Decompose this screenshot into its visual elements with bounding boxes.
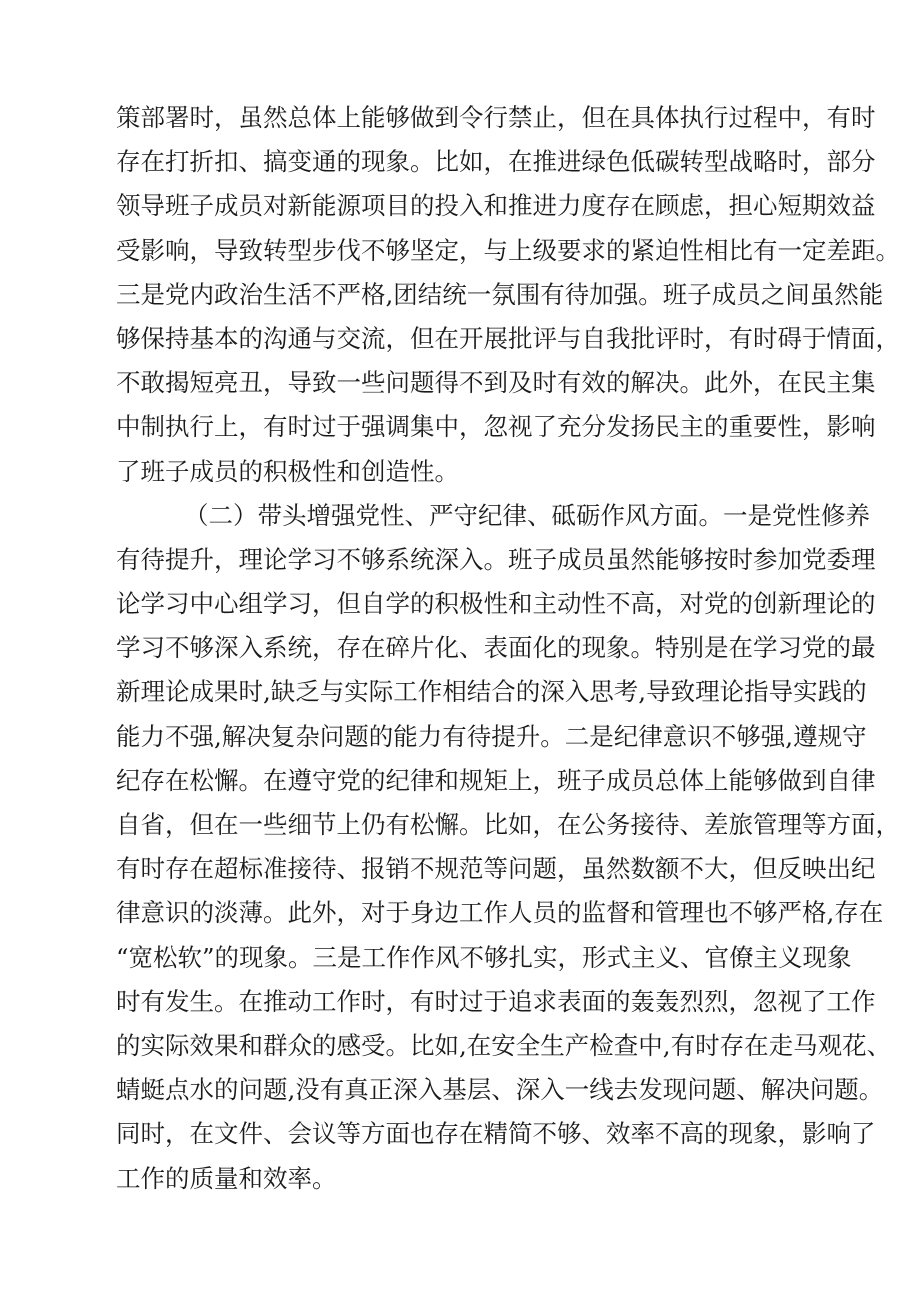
text-line: 学习不够深入系统，存在碎片化、表面化的现象。特别是在学习党的最 — [116, 633, 876, 663]
text-line: 领导班子成员对新能源项目的投入和推进力度存在顾虑，担心短期效益 — [116, 191, 876, 221]
text-line: 有待提升，理论学习不够系统深入。班子成员虽然能够按时参加党委理 — [116, 544, 876, 574]
text-line: 工作的质量和效率。 — [116, 1163, 337, 1193]
text-line: 的实际效果和群众的感受。比如,在安全生产检查中,有时存在走马观花、 — [116, 1030, 892, 1060]
document-body — [116, 96, 916, 1201]
text-line: 自省，但在一些细节上仍有松懈。比如，在公务接待、差旅管理等方面， — [116, 810, 900, 839]
text-line: 蜻蜓点水的问题,没有真正深入基层、深入一线去发现问题、解决问题。 — [116, 1075, 884, 1105]
text-line: 时有发生。在推动工作时，有时过于追求表面的轰轰烈烈，忽视了工作 — [116, 986, 876, 1016]
text-line: 有时存在超标准接待、报销不规范等问题，虽然数额不大，但反映出纪 — [116, 854, 876, 884]
text-line: 新理论成果时,缺乏与实际工作相结合的深入思考,导致理论指导实践的 — [116, 677, 867, 707]
section-heading-line: （二）带头增强党性、严守纪律、砥砺作风方面。一是党性修养 — [184, 500, 870, 530]
text-line: 论学习中心组学习，但自学的积极性和主动性不高，对党的创新理论的 — [116, 589, 876, 619]
text-line: 中制执行上，有时过于强调集中，忽视了充分发扬民主的重要性，影响 — [116, 412, 876, 442]
text-line: 不敢揭短亮丑，导致一些问题得不到及时有效的解决。此外，在民主集 — [116, 368, 876, 398]
text-line: 存在打折扣、搞变通的现象。比如，在推进绿色低碳转型战略时，部分 — [116, 147, 876, 177]
text-line: 策部署时，虽然总体上能够做到令行禁止，但在具体执行过程中，有时 — [116, 103, 876, 132]
text-line: 同时，在文件、会议等方面也存在精简不够、效率不高的现象，影响了 — [116, 1119, 876, 1149]
text-line: 律意识的淡薄。此外，对于身边工作人员的监督和管理也不够严格,存在 — [116, 898, 884, 928]
text-line: 够保持基本的沟通与交流，但在开展批评与自我批评时，有时碍于情面， — [116, 323, 900, 353]
text-line: 能力不强,解决复杂问题的能力有待提升。二是纪律意识不够强,遵规守 — [116, 721, 867, 751]
text-line: 受影响，导致转型步伐不够坚定，与上级要求的紧迫性相比有一定差距。 — [116, 235, 900, 265]
text-line: 了班子成员的积极性和创造性。 — [116, 456, 459, 486]
text-line: 三是党内政治生活不严格,团结统一氛围有待加强。班子成员之间虽然能 — [116, 279, 884, 309]
text-line: “宽松软”的现象。三是工作作风不够扎实，形式主义、官僚主义现象 — [116, 942, 852, 972]
text-line: 纪存在松懈。在遵守党的纪律和规矩上，班子成员总体上能够做到自律 — [116, 765, 876, 795]
